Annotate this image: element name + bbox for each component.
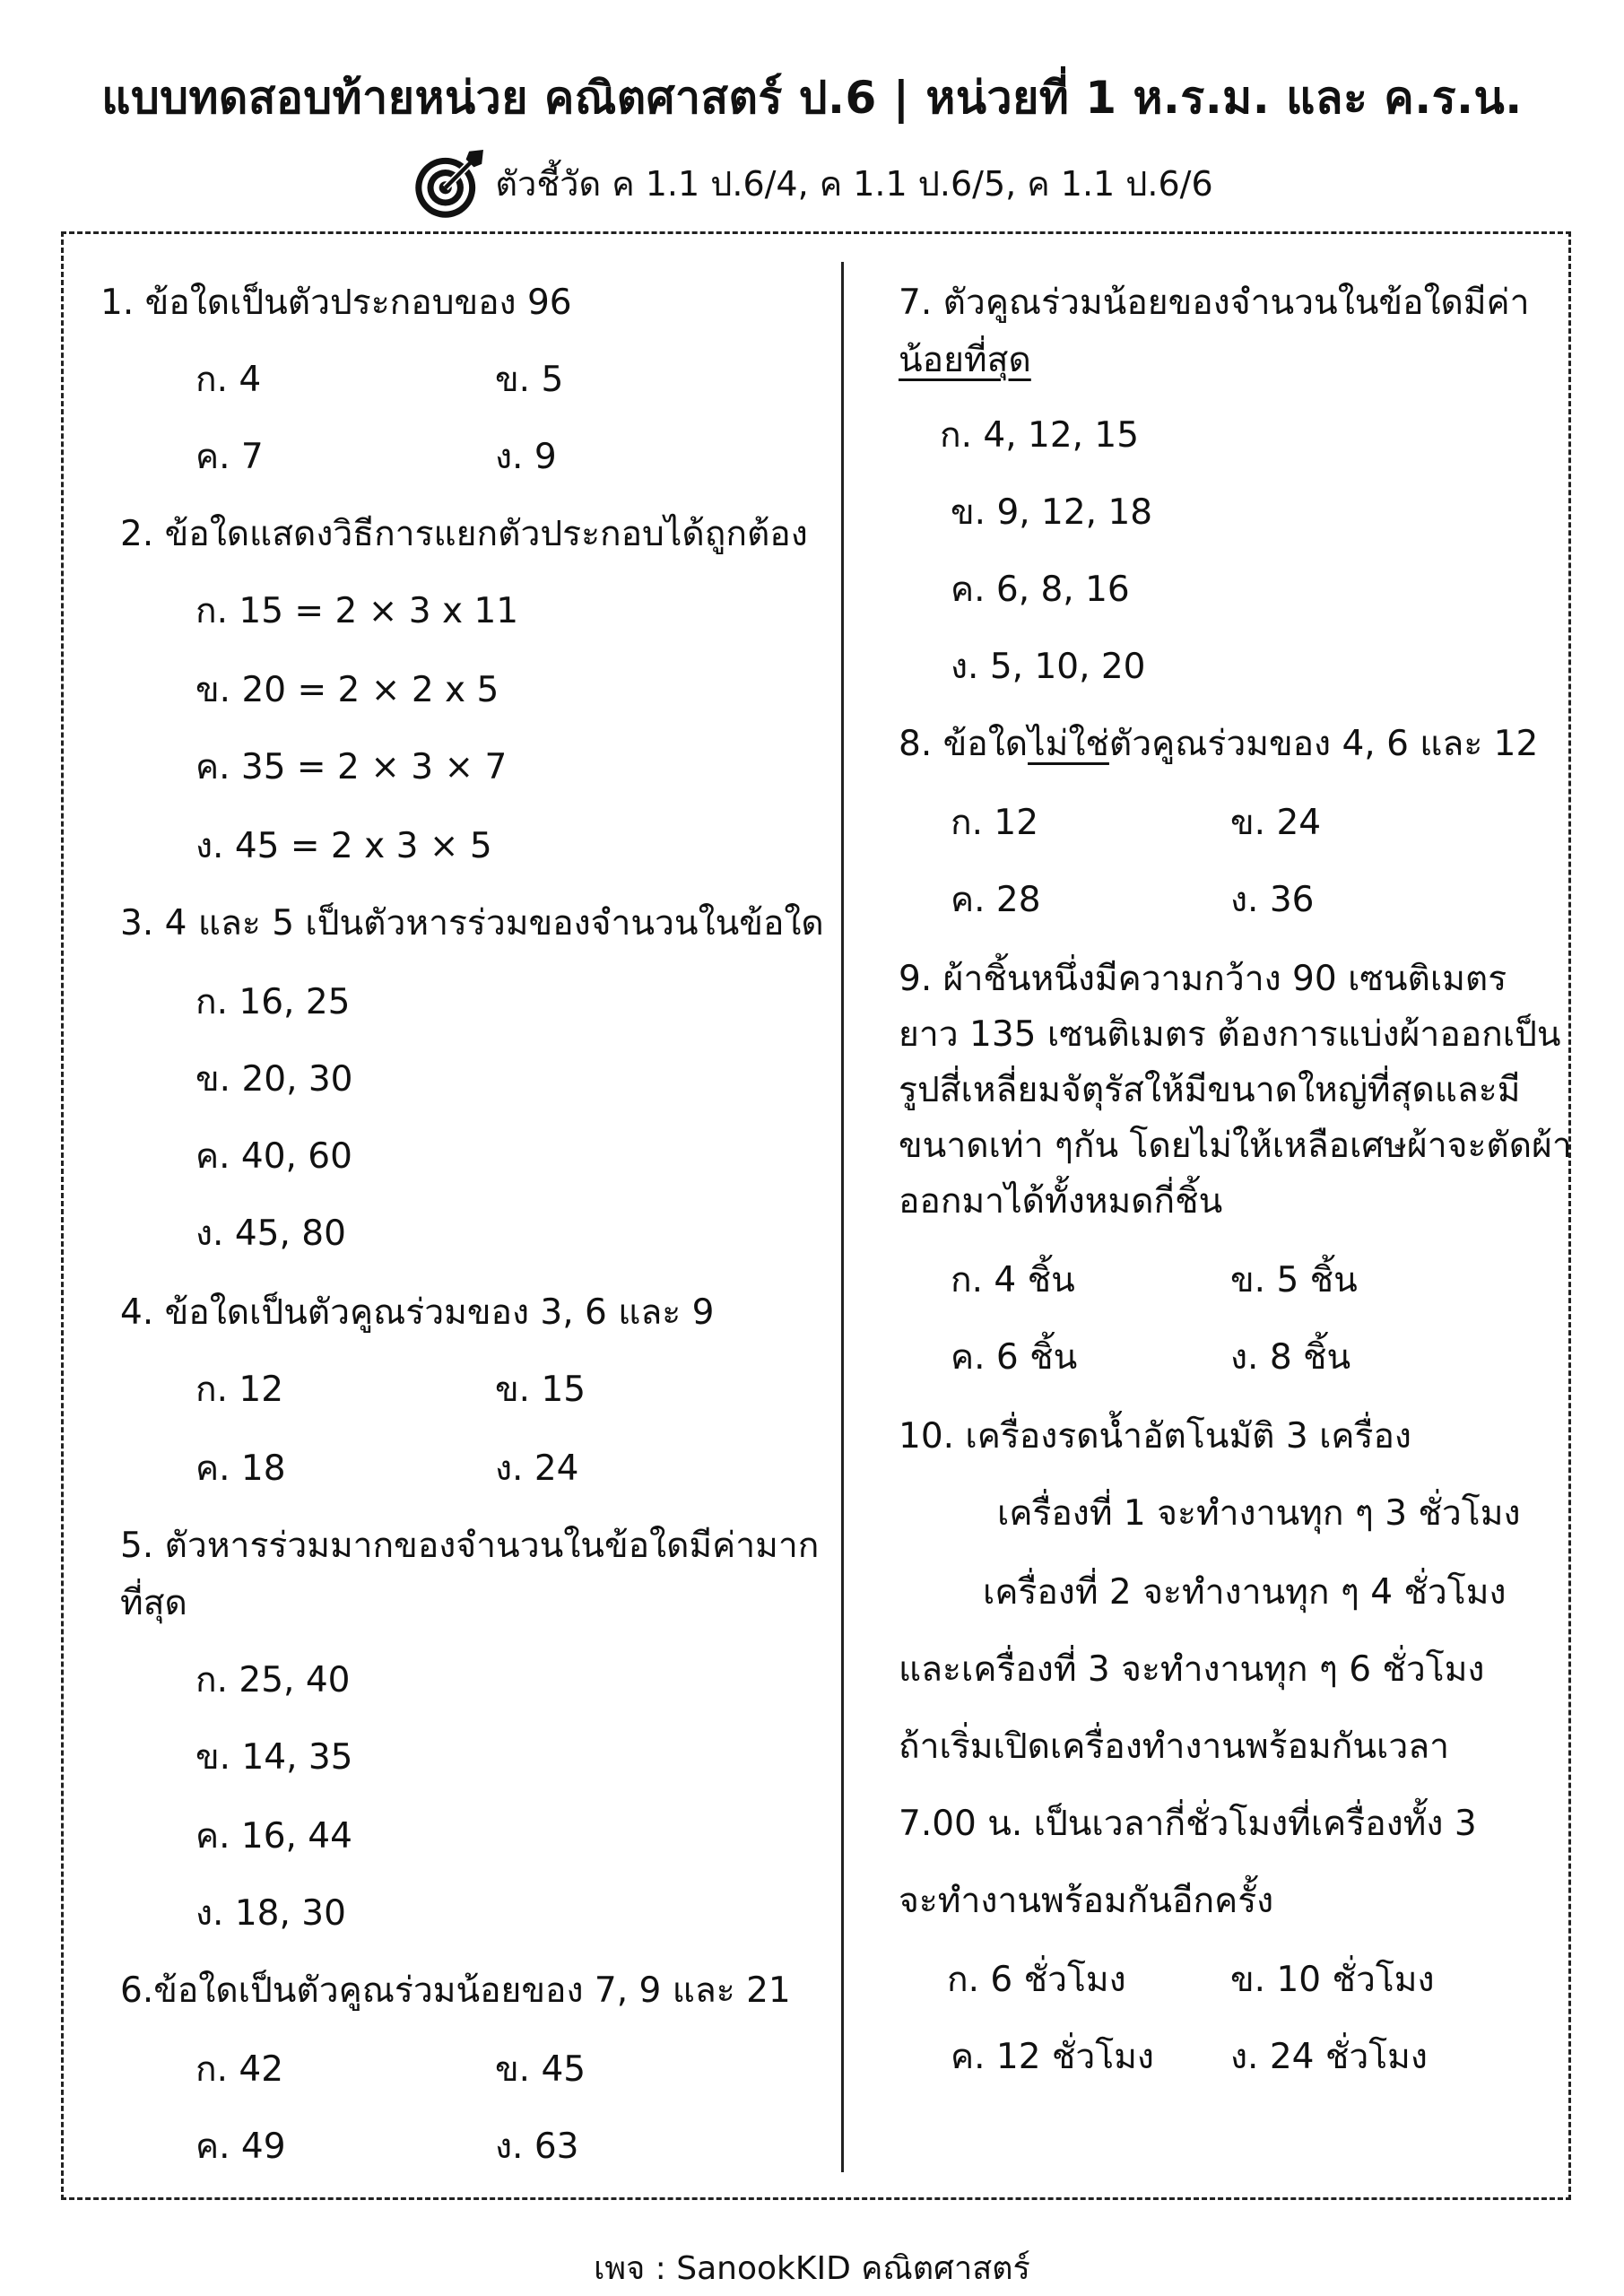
q7-choice-c[interactable]: ค. 6, 8, 16 (951, 570, 1130, 610)
question-8-suffix: ตัวคูณร่วมของ 4, 6 และ 12 (1108, 724, 1539, 764)
q3-choice-c[interactable]: ค. 40, 60 (195, 1136, 352, 1177)
question-9-line-2: ยาว 135 เซนติเมตร ต้องการแบ่งผ้าออกเป็น (899, 1014, 1561, 1055)
q10-choice-b[interactable]: ข. 10 ชั่วโมง (1230, 1960, 1435, 2000)
q5-choice-c[interactable]: ค. 16, 44 (195, 1816, 352, 1857)
q8-choice-b[interactable]: ข. 24 (1230, 803, 1322, 843)
question-10-line-3: เครื่องที่ 2 จะทำงานทุก ๆ 4 ชั่วโมง (983, 1572, 1507, 1613)
q1-choice-b[interactable]: ข. 5 (495, 360, 564, 400)
page-footer: เพจ : SanookKID คณิตศาสตร์ (594, 2250, 1030, 2287)
question-6: 6.ข้อใดเป็นตัวคูณร่วมน้อยของ 7, 9 และ 21 (120, 1970, 791, 2011)
q9-choice-c[interactable]: ค. 6 ชิ้น (951, 1337, 1078, 1378)
q2-choice-c[interactable]: ค. 35 = 2 × 3 × 7 (195, 747, 508, 787)
q4-choice-b[interactable]: ข. 15 (495, 1370, 586, 1410)
target-icon (411, 144, 490, 222)
q10-choice-c[interactable]: ค. 12 ชั่วโมง (951, 2037, 1154, 2077)
question-8-emphasis: ไม่ใช่ (1028, 724, 1109, 764)
question-1: 1. ข้อใดเป็นตัวประกอบของ 96 (100, 283, 572, 323)
indicator-text: ตัวชี้วัด ค 1.1 ป.6/4, ค 1.1 ป.6/5, ค 1.1 ป.6/6 (495, 163, 1213, 204)
indicator-line (0, 144, 1624, 222)
question-8 (899, 724, 1539, 764)
q8-choice-c[interactable]: ค. 28 (951, 880, 1041, 920)
q8-choice-a[interactable]: ก. 12 (951, 803, 1039, 843)
question-10-line-7: จะทำงานพร้อมกันอีกครั้ง (899, 1881, 1274, 1921)
q3-choice-b[interactable]: ข. 20, 30 (195, 1059, 353, 1100)
q6-choice-d[interactable]: ง. 63 (495, 2126, 579, 2167)
question-9-line-4: ขนาดเท่า ๆกัน โดยไม่ให้เหลือเศษผ้าจะตัดผ้า (899, 1126, 1572, 1166)
q7-choice-a[interactable]: ก. 4, 12, 15 (940, 415, 1140, 456)
question-8-prefix: 8. ข้อใด (899, 724, 1029, 764)
question-3: 3. 4 และ 5 เป็นตัวหารร่วมของจำนวนในข้อใด (120, 903, 824, 944)
q3-choice-a[interactable]: ก. 16, 25 (195, 982, 351, 1022)
q3-choice-d[interactable]: ง. 45, 80 (195, 1213, 346, 1254)
question-5-cont: ที่สุด (120, 1583, 187, 1623)
q5-choice-b[interactable]: ข. 14, 35 (195, 1737, 353, 1778)
q6-choice-b[interactable]: ข. 45 (495, 2049, 586, 2090)
question-7-emphasis: น้อยที่สุด (899, 340, 1031, 380)
question-7: 7. ตัวคูณร่วมน้อยของจำนวนในข้อใดมีค่า (899, 283, 1530, 323)
q1-choice-a[interactable]: ก. 4 (195, 360, 262, 400)
question-10-line-6: 7.00 น. เป็นเวลากี่ชั่วโมงที่เครื่องทั้ง 3 (899, 1804, 1477, 1844)
question-10-line-1: 10. เครื่องรดน้ำอัตโนมัติ 3 เครื่อง (899, 1416, 1411, 1457)
q6-choice-c[interactable]: ค. 49 (195, 2126, 286, 2167)
q2-choice-a[interactable]: ก. 15 = 2 × 3 x 11 (195, 591, 519, 631)
q1-choice-d[interactable]: ง. 9 (495, 437, 557, 477)
question-2: 2. ข้อใดแสดงวิธีการแยกตัวประกอบได้ถูกต้อง (120, 514, 808, 554)
question-9-line-5: ออกมาได้ทั้งหมดกี่ชิ้น (899, 1181, 1223, 1222)
question-9-line-1: 9. ผ้าชิ้นหนึ่งมีความกว้าง 90 เซนติเมตร (899, 959, 1507, 999)
q2-choice-d[interactable]: ง. 45 = 2 x 3 × 5 (195, 826, 492, 866)
q7-choice-b[interactable]: ข. 9, 12, 18 (951, 492, 1153, 533)
q4-choice-c[interactable]: ค. 18 (195, 1448, 286, 1489)
question-4: 4. ข้อใดเป็นตัวคูณร่วมของ 3, 6 และ 9 (120, 1292, 715, 1333)
question-10-line-4: และเครื่องที่ 3 จะทำงานทุก ๆ 6 ชั่วโมง (899, 1649, 1485, 1690)
q5-choice-a[interactable]: ก. 25, 40 (195, 1660, 351, 1700)
q10-choice-d[interactable]: ง. 24 ชั่วโมง (1230, 2037, 1428, 2077)
q1-choice-c[interactable]: ค. 7 (195, 437, 264, 477)
q9-choice-d[interactable]: ง. 8 ชิ้น (1230, 1337, 1351, 1378)
q5-choice-d[interactable]: ง. 18, 30 (195, 1893, 346, 1934)
column-divider (841, 262, 844, 2172)
q4-choice-a[interactable]: ก. 12 (195, 1370, 284, 1410)
q9-choice-a[interactable]: ก. 4 ชิ้น (951, 1260, 1075, 1300)
q9-choice-b[interactable]: ข. 5 ชิ้น (1230, 1260, 1358, 1300)
q10-choice-a[interactable]: ก. 6 ชั่วโมง (947, 1960, 1126, 2000)
question-10-line-2: เครื่องที่ 1 จะทำงานทุก ๆ 3 ชั่วโมง (997, 1493, 1521, 1534)
q6-choice-a[interactable]: ก. 42 (195, 2049, 284, 2090)
q8-choice-d[interactable]: ง. 36 (1230, 880, 1315, 920)
question-10-line-5: ถ้าเริ่มเปิดเครื่องทำงานพร้อมกันเวลา (899, 1726, 1450, 1767)
q7-choice-d[interactable]: ง. 5, 10, 20 (951, 647, 1146, 687)
question-9-line-3: รูปสี่เหลี่ยมจัตุรัสให้มีขนาดใหญ่ที่สุดและมี (899, 1070, 1521, 1110)
q4-choice-d[interactable]: ง. 24 (495, 1448, 579, 1489)
question-5: 5. ตัวหารร่วมมากของจำนวนในข้อใดมีค่ามาก (120, 1526, 820, 1566)
page-title: แบบทดสอบท้ายหน่วย คณิตศาสตร์ ป.6 | หน่วยที่ 1 ห.ร.ม. และ ค.ร.น. (101, 72, 1523, 124)
q2-choice-b[interactable]: ข. 20 = 2 × 2 x 5 (195, 670, 499, 710)
